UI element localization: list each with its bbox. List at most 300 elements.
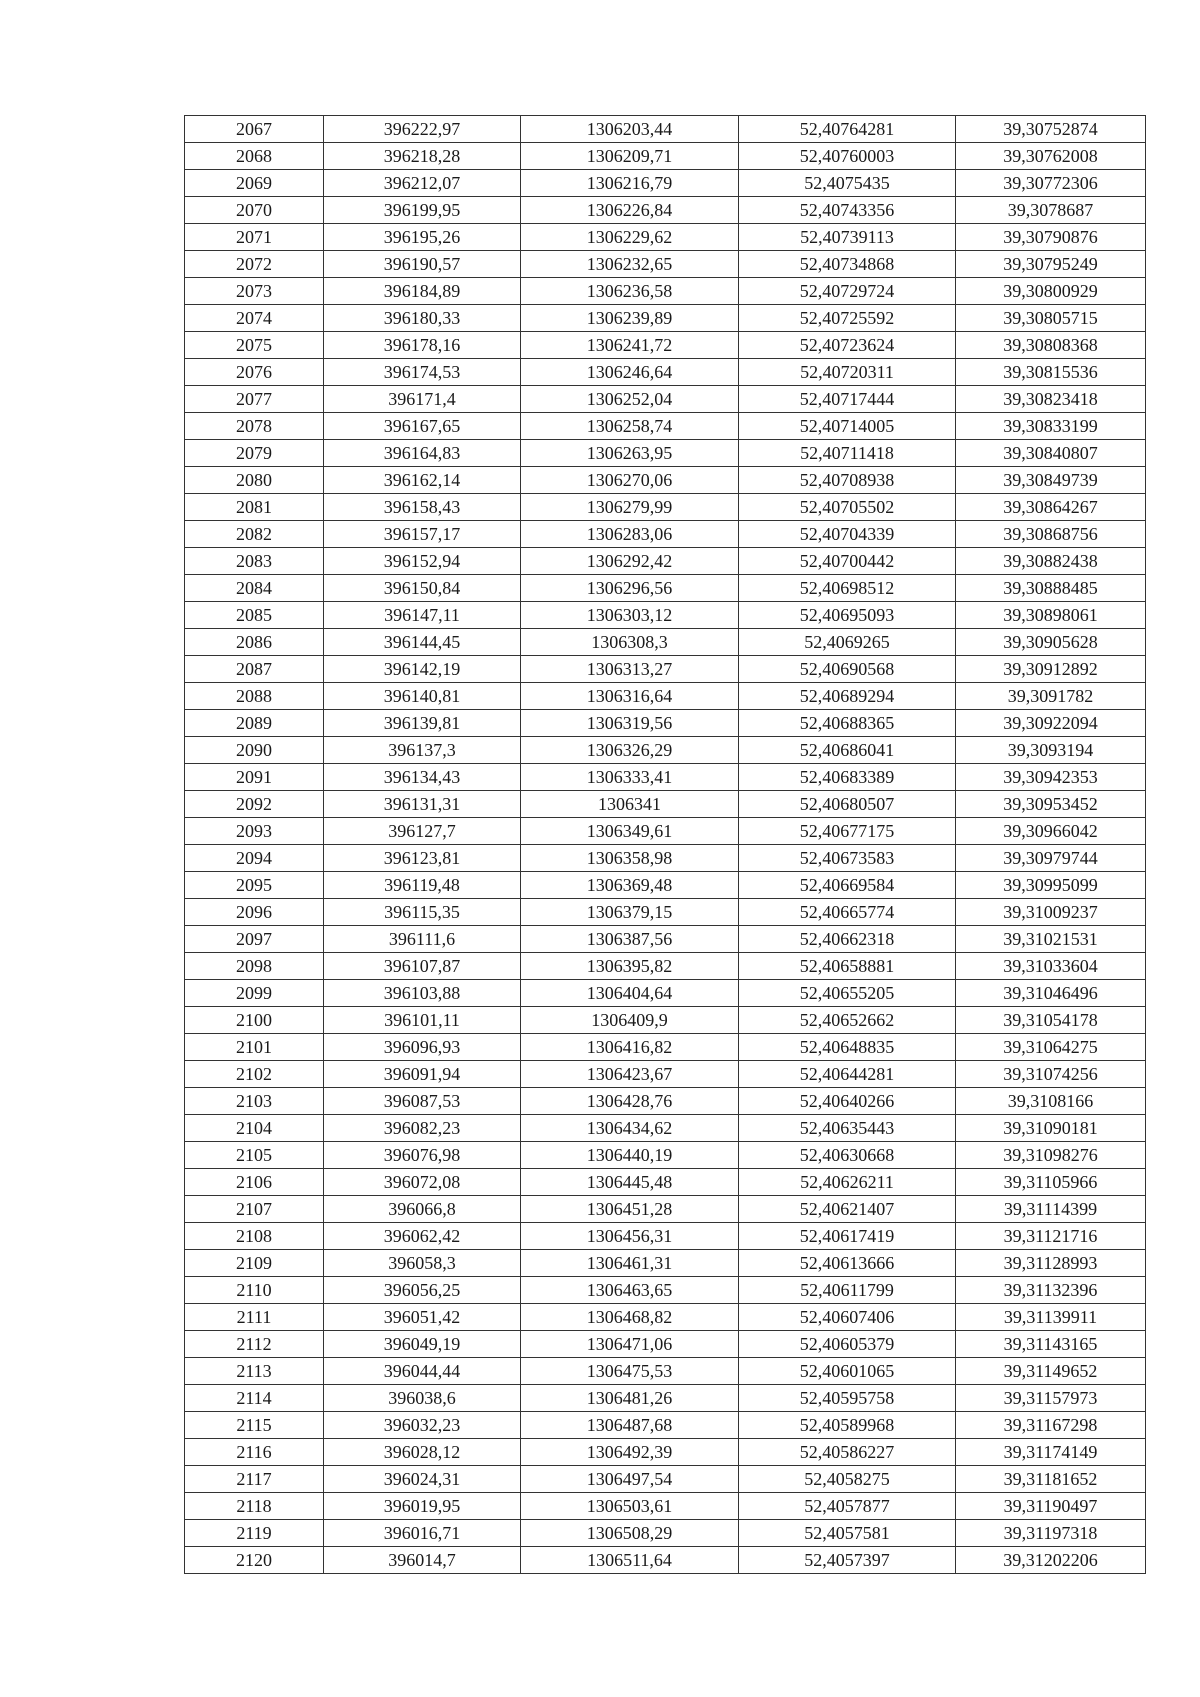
x-coordinate-cell: 396032,23 [324,1412,521,1439]
latitude-cell: 52,40673583 [739,845,956,872]
longitude-cell: 39,3078687 [956,197,1146,224]
y-coordinate-cell: 1306308,3 [521,629,739,656]
latitude-cell: 52,40686041 [739,737,956,764]
longitude-cell: 39,31105966 [956,1169,1146,1196]
y-coordinate-cell: 1306229,62 [521,224,739,251]
latitude-cell: 52,40626211 [739,1169,956,1196]
y-coordinate-cell: 1306292,42 [521,548,739,575]
latitude-cell: 52,40717444 [739,386,956,413]
x-coordinate-cell: 396147,11 [324,602,521,629]
latitude-cell: 52,40743356 [739,197,956,224]
latitude-cell: 52,40589968 [739,1412,956,1439]
x-coordinate-cell: 396101,11 [324,1007,521,1034]
table-row [185,899,1146,926]
table-row [185,1493,1146,1520]
longitude-cell: 39,3093194 [956,737,1146,764]
longitude-cell: 39,30840807 [956,440,1146,467]
point-number-cell: 2111 [185,1304,324,1331]
latitude-cell: 52,40708938 [739,467,956,494]
longitude-cell: 39,30864267 [956,494,1146,521]
table-row [185,1385,1146,1412]
table-row [185,1007,1146,1034]
latitude-cell: 52,40621407 [739,1196,956,1223]
x-coordinate-cell: 396142,19 [324,656,521,683]
point-number-cell: 2095 [185,872,324,899]
point-number-cell: 2096 [185,899,324,926]
table-row [185,1250,1146,1277]
y-coordinate-cell: 1306341 [521,791,739,818]
table-row [185,251,1146,278]
longitude-cell: 39,30815536 [956,359,1146,386]
latitude-cell: 52,40739113 [739,224,956,251]
latitude-cell: 52,4058275 [739,1466,956,1493]
x-coordinate-cell: 396107,87 [324,953,521,980]
point-number-cell: 2106 [185,1169,324,1196]
x-coordinate-cell: 396174,53 [324,359,521,386]
longitude-cell: 39,30905628 [956,629,1146,656]
y-coordinate-cell: 1306349,61 [521,818,739,845]
y-coordinate-cell: 1306326,29 [521,737,739,764]
y-coordinate-cell: 1306216,79 [521,170,739,197]
table-row [185,1196,1146,1223]
point-number-cell: 2071 [185,224,324,251]
point-number-cell: 2092 [185,791,324,818]
longitude-cell: 39,3091782 [956,683,1146,710]
x-coordinate-cell: 396111,6 [324,926,521,953]
longitude-cell: 39,31098276 [956,1142,1146,1169]
latitude-cell: 52,40655205 [739,980,956,1007]
latitude-cell: 52,40601065 [739,1358,956,1385]
point-number-cell: 2103 [185,1088,324,1115]
longitude-cell: 39,31046496 [956,980,1146,1007]
latitude-cell: 52,40680507 [739,791,956,818]
latitude-cell: 52,40677175 [739,818,956,845]
y-coordinate-cell: 1306270,06 [521,467,739,494]
table-row [185,602,1146,629]
x-coordinate-cell: 396167,65 [324,413,521,440]
y-coordinate-cell: 1306445,48 [521,1169,739,1196]
y-coordinate-cell: 1306409,9 [521,1007,739,1034]
y-coordinate-cell: 1306456,31 [521,1223,739,1250]
longitude-cell: 39,30922094 [956,710,1146,737]
point-number-cell: 2094 [185,845,324,872]
x-coordinate-cell: 396131,31 [324,791,521,818]
point-number-cell: 2080 [185,467,324,494]
x-coordinate-cell: 396137,3 [324,737,521,764]
table-row [185,278,1146,305]
point-number-cell: 2088 [185,683,324,710]
x-coordinate-cell: 396028,12 [324,1439,521,1466]
table-row [185,1439,1146,1466]
x-coordinate-cell: 396162,14 [324,467,521,494]
point-number-cell: 2100 [185,1007,324,1034]
point-number-cell: 2089 [185,710,324,737]
table-row [185,521,1146,548]
x-coordinate-cell: 396140,81 [324,683,521,710]
point-number-cell: 2105 [185,1142,324,1169]
y-coordinate-cell: 1306487,68 [521,1412,739,1439]
latitude-cell: 52,40689294 [739,683,956,710]
longitude-cell: 39,30772306 [956,170,1146,197]
x-coordinate-cell: 396062,42 [324,1223,521,1250]
y-coordinate-cell: 1306440,19 [521,1142,739,1169]
x-coordinate-cell: 396127,7 [324,818,521,845]
point-number-cell: 2118 [185,1493,324,1520]
table-row [185,1169,1146,1196]
y-coordinate-cell: 1306508,29 [521,1520,739,1547]
x-coordinate-cell: 396051,42 [324,1304,521,1331]
y-coordinate-cell: 1306416,82 [521,1034,739,1061]
point-number-cell: 2073 [185,278,324,305]
longitude-cell: 39,31157973 [956,1385,1146,1412]
point-number-cell: 2090 [185,737,324,764]
latitude-cell: 52,40698512 [739,575,956,602]
y-coordinate-cell: 1306492,39 [521,1439,739,1466]
x-coordinate-cell: 396164,83 [324,440,521,467]
y-coordinate-cell: 1306252,04 [521,386,739,413]
table-row [185,980,1146,1007]
y-coordinate-cell: 1306434,62 [521,1115,739,1142]
y-coordinate-cell: 1306379,15 [521,899,739,926]
table-row [185,413,1146,440]
point-number-cell: 2079 [185,440,324,467]
point-number-cell: 2108 [185,1223,324,1250]
latitude-cell: 52,40652662 [739,1007,956,1034]
longitude-cell: 39,30966042 [956,818,1146,845]
y-coordinate-cell: 1306236,58 [521,278,739,305]
latitude-cell: 52,40586227 [739,1439,956,1466]
latitude-cell: 52,40725592 [739,305,956,332]
point-number-cell: 2074 [185,305,324,332]
point-number-cell: 2082 [185,521,324,548]
table-row [185,1115,1146,1142]
y-coordinate-cell: 1306468,82 [521,1304,739,1331]
table-row [185,656,1146,683]
table-row [185,224,1146,251]
latitude-cell: 52,40635443 [739,1115,956,1142]
x-coordinate-cell: 396087,53 [324,1088,521,1115]
table-row [185,332,1146,359]
x-coordinate-cell: 396123,81 [324,845,521,872]
point-number-cell: 2067 [185,116,324,143]
table-row [185,926,1146,953]
x-coordinate-cell: 396150,84 [324,575,521,602]
latitude-cell: 52,40723624 [739,332,956,359]
point-number-cell: 2087 [185,656,324,683]
table-row [185,683,1146,710]
longitude-cell: 39,30762008 [956,143,1146,170]
longitude-cell: 39,30953452 [956,791,1146,818]
point-number-cell: 2119 [185,1520,324,1547]
point-number-cell: 2110 [185,1277,324,1304]
y-coordinate-cell: 1306369,48 [521,872,739,899]
y-coordinate-cell: 1306263,95 [521,440,739,467]
x-coordinate-cell: 396014,7 [324,1547,521,1574]
longitude-cell: 39,31128993 [956,1250,1146,1277]
latitude-cell: 52,40704339 [739,521,956,548]
longitude-cell: 39,31197318 [956,1520,1146,1547]
longitude-cell: 39,30805715 [956,305,1146,332]
y-coordinate-cell: 1306395,82 [521,953,739,980]
longitude-cell: 39,30800929 [956,278,1146,305]
point-number-cell: 2115 [185,1412,324,1439]
x-coordinate-cell: 396199,95 [324,197,521,224]
point-number-cell: 2072 [185,251,324,278]
point-number-cell: 2086 [185,629,324,656]
y-coordinate-cell: 1306241,72 [521,332,739,359]
longitude-cell: 39,31021531 [956,926,1146,953]
latitude-cell: 52,4057877 [739,1493,956,1520]
table-row [185,1277,1146,1304]
y-coordinate-cell: 1306209,71 [521,143,739,170]
longitude-cell: 39,31181652 [956,1466,1146,1493]
y-coordinate-cell: 1306503,61 [521,1493,739,1520]
x-coordinate-cell: 396144,45 [324,629,521,656]
latitude-cell: 52,40611799 [739,1277,956,1304]
longitude-cell: 39,31139911 [956,1304,1146,1331]
y-coordinate-cell: 1306423,67 [521,1061,739,1088]
y-coordinate-cell: 1306316,64 [521,683,739,710]
latitude-cell: 52,40764281 [739,116,956,143]
latitude-cell: 52,40734868 [739,251,956,278]
longitude-cell: 39,31114399 [956,1196,1146,1223]
longitude-cell: 39,31167298 [956,1412,1146,1439]
latitude-cell: 52,40607406 [739,1304,956,1331]
point-number-cell: 2120 [185,1547,324,1574]
y-coordinate-cell: 1306511,64 [521,1547,739,1574]
longitude-cell: 39,31202206 [956,1547,1146,1574]
longitude-cell: 39,30995099 [956,872,1146,899]
table-row [185,791,1146,818]
latitude-cell: 52,40644281 [739,1061,956,1088]
point-number-cell: 2081 [185,494,324,521]
longitude-cell: 39,31064275 [956,1034,1146,1061]
y-coordinate-cell: 1306226,84 [521,197,739,224]
latitude-cell: 52,4075435 [739,170,956,197]
x-coordinate-cell: 396222,97 [324,116,521,143]
point-number-cell: 2093 [185,818,324,845]
table-row [185,170,1146,197]
latitude-cell: 52,40714005 [739,413,956,440]
x-coordinate-cell: 396139,81 [324,710,521,737]
longitude-cell: 39,30882438 [956,548,1146,575]
table-row [185,575,1146,602]
table-row [185,494,1146,521]
latitude-cell: 52,40630668 [739,1142,956,1169]
y-coordinate-cell: 1306428,76 [521,1088,739,1115]
x-coordinate-cell: 396195,26 [324,224,521,251]
point-number-cell: 2070 [185,197,324,224]
x-coordinate-cell: 396158,43 [324,494,521,521]
table-row [185,116,1146,143]
y-coordinate-cell: 1306239,89 [521,305,739,332]
table-row [185,467,1146,494]
x-coordinate-cell: 396019,95 [324,1493,521,1520]
y-coordinate-cell: 1306296,56 [521,575,739,602]
table-row [185,1412,1146,1439]
y-coordinate-cell: 1306463,65 [521,1277,739,1304]
longitude-cell: 39,31190497 [956,1493,1146,1520]
table-row [185,1088,1146,1115]
latitude-cell: 52,40683389 [739,764,956,791]
y-coordinate-cell: 1306461,31 [521,1250,739,1277]
longitude-cell: 39,31054178 [956,1007,1146,1034]
y-coordinate-cell: 1306203,44 [521,116,739,143]
point-number-cell: 2097 [185,926,324,953]
point-number-cell: 2099 [185,980,324,1007]
x-coordinate-cell: 396134,43 [324,764,521,791]
table-row [185,1358,1146,1385]
latitude-cell: 52,40720311 [739,359,956,386]
longitude-cell: 39,31074256 [956,1061,1146,1088]
longitude-cell: 39,30823418 [956,386,1146,413]
x-coordinate-cell: 396218,28 [324,143,521,170]
coordinates-table-body [185,116,1146,1574]
x-coordinate-cell: 396058,3 [324,1250,521,1277]
point-number-cell: 2075 [185,332,324,359]
latitude-cell: 52,40700442 [739,548,956,575]
latitude-cell: 52,40665774 [739,899,956,926]
x-coordinate-cell: 396184,89 [324,278,521,305]
table-row [185,1304,1146,1331]
longitude-cell: 39,30808368 [956,332,1146,359]
y-coordinate-cell: 1306358,98 [521,845,739,872]
latitude-cell: 52,40605379 [739,1331,956,1358]
table-row [185,359,1146,386]
longitude-cell: 39,31174149 [956,1439,1146,1466]
latitude-cell: 52,40705502 [739,494,956,521]
longitude-cell: 39,30833199 [956,413,1146,440]
y-coordinate-cell: 1306279,99 [521,494,739,521]
x-coordinate-cell: 396190,57 [324,251,521,278]
table-row [185,737,1146,764]
x-coordinate-cell: 396115,35 [324,899,521,926]
latitude-cell: 52,40595758 [739,1385,956,1412]
point-number-cell: 2101 [185,1034,324,1061]
table-row [185,845,1146,872]
x-coordinate-cell: 396024,31 [324,1466,521,1493]
x-coordinate-cell: 396038,6 [324,1385,521,1412]
table-row [185,548,1146,575]
point-number-cell: 2069 [185,170,324,197]
y-coordinate-cell: 1306475,53 [521,1358,739,1385]
table-row [185,440,1146,467]
longitude-cell: 39,31033604 [956,953,1146,980]
y-coordinate-cell: 1306333,41 [521,764,739,791]
table-row [185,143,1146,170]
latitude-cell: 52,40690568 [739,656,956,683]
y-coordinate-cell: 1306232,65 [521,251,739,278]
longitude-cell: 39,30849739 [956,467,1146,494]
y-coordinate-cell: 1306451,28 [521,1196,739,1223]
latitude-cell: 52,4057581 [739,1520,956,1547]
longitude-cell: 39,31121716 [956,1223,1146,1250]
longitude-cell: 39,30979744 [956,845,1146,872]
table-row [185,1547,1146,1574]
x-coordinate-cell: 396178,16 [324,332,521,359]
x-coordinate-cell: 396171,4 [324,386,521,413]
table-row [185,1331,1146,1358]
y-coordinate-cell: 1306319,56 [521,710,739,737]
table-row [185,872,1146,899]
longitude-cell: 39,31143165 [956,1331,1146,1358]
point-number-cell: 2068 [185,143,324,170]
table-row [185,1061,1146,1088]
table-row [185,1520,1146,1547]
x-coordinate-cell: 396096,93 [324,1034,521,1061]
y-coordinate-cell: 1306283,06 [521,521,739,548]
x-coordinate-cell: 396152,94 [324,548,521,575]
x-coordinate-cell: 396180,33 [324,305,521,332]
x-coordinate-cell: 396157,17 [324,521,521,548]
latitude-cell: 52,40669584 [739,872,956,899]
y-coordinate-cell: 1306303,12 [521,602,739,629]
table-row [185,818,1146,845]
latitude-cell: 52,40648835 [739,1034,956,1061]
table-row [185,1466,1146,1493]
table-row [185,953,1146,980]
table-row [185,1034,1146,1061]
y-coordinate-cell: 1306387,56 [521,926,739,953]
point-number-cell: 2114 [185,1385,324,1412]
latitude-cell: 52,4057397 [739,1547,956,1574]
table-row [185,386,1146,413]
point-number-cell: 2113 [185,1358,324,1385]
point-number-cell: 2083 [185,548,324,575]
point-number-cell: 2098 [185,953,324,980]
table-row [185,1223,1146,1250]
latitude-cell: 52,4069265 [739,629,956,656]
longitude-cell: 39,30790876 [956,224,1146,251]
latitude-cell: 52,40613666 [739,1250,956,1277]
point-number-cell: 2116 [185,1439,324,1466]
point-number-cell: 2076 [185,359,324,386]
x-coordinate-cell: 396091,94 [324,1061,521,1088]
longitude-cell: 39,30752874 [956,116,1146,143]
x-coordinate-cell: 396072,08 [324,1169,521,1196]
latitude-cell: 52,40658881 [739,953,956,980]
point-number-cell: 2085 [185,602,324,629]
point-number-cell: 2109 [185,1250,324,1277]
point-number-cell: 2117 [185,1466,324,1493]
table-row [185,305,1146,332]
longitude-cell: 39,30912892 [956,656,1146,683]
longitude-cell: 39,31090181 [956,1115,1146,1142]
longitude-cell: 39,30898061 [956,602,1146,629]
point-number-cell: 2102 [185,1061,324,1088]
longitude-cell: 39,31149652 [956,1358,1146,1385]
longitude-cell: 39,30942353 [956,764,1146,791]
latitude-cell: 52,40711418 [739,440,956,467]
point-number-cell: 2091 [185,764,324,791]
y-coordinate-cell: 1306246,64 [521,359,739,386]
latitude-cell: 52,40662318 [739,926,956,953]
latitude-cell: 52,40640266 [739,1088,956,1115]
longitude-cell: 39,30795249 [956,251,1146,278]
x-coordinate-cell: 396056,25 [324,1277,521,1304]
longitude-cell: 39,30888485 [956,575,1146,602]
point-number-cell: 2104 [185,1115,324,1142]
table-row [185,197,1146,224]
latitude-cell: 52,40729724 [739,278,956,305]
x-coordinate-cell: 396044,44 [324,1358,521,1385]
x-coordinate-cell: 396066,8 [324,1196,521,1223]
y-coordinate-cell: 1306404,64 [521,980,739,1007]
y-coordinate-cell: 1306313,27 [521,656,739,683]
latitude-cell: 52,40695093 [739,602,956,629]
x-coordinate-cell: 396082,23 [324,1115,521,1142]
latitude-cell: 52,40688365 [739,710,956,737]
